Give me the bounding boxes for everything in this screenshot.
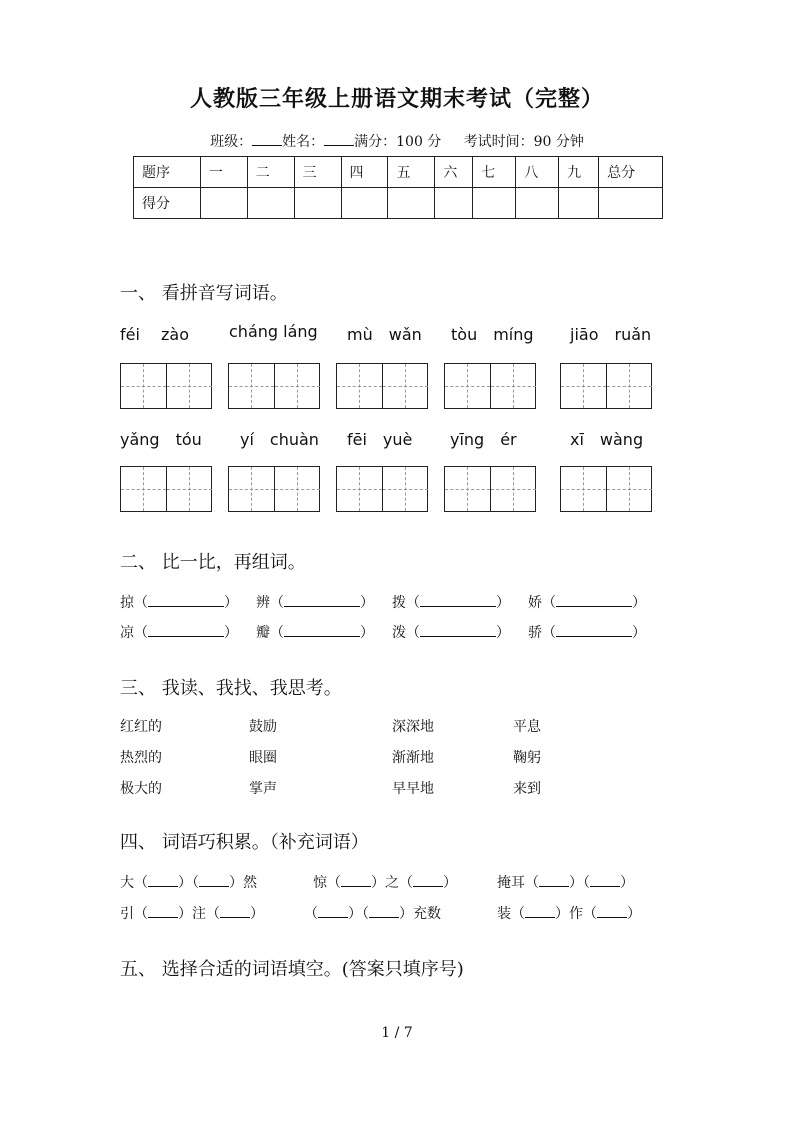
score-input-cell[interactable] <box>599 188 663 219</box>
pinyin-label: xī wàng <box>570 430 644 449</box>
score-header-cell: 题序 <box>134 157 201 188</box>
class-label: 班级： <box>210 134 253 150</box>
idiom-text: 大（ <box>120 875 148 891</box>
score-input-cell[interactable] <box>388 188 435 219</box>
score-header-cell: 二 <box>247 157 294 188</box>
word-item: 渐渐地 <box>392 750 434 766</box>
word-item: 早早地 <box>392 781 434 797</box>
pinyin-label: mù wǎn <box>347 325 422 344</box>
name-blank[interactable] <box>324 133 354 146</box>
score-table-header-row <box>134 157 663 188</box>
idiom-blank[interactable] <box>148 874 178 887</box>
idiom-blank[interactable] <box>220 905 250 918</box>
score-input-cell[interactable] <box>200 188 247 219</box>
score-header-cell: 一 <box>200 157 247 188</box>
word-item: 来到 <box>513 781 541 797</box>
score-table-score-row <box>134 188 663 219</box>
idiom-blank[interactable] <box>148 905 178 918</box>
writing-grid[interactable] <box>444 363 536 409</box>
word-item: 鼓励 <box>249 719 277 735</box>
idiom-blank[interactable] <box>318 905 348 918</box>
idiom-text: 掩耳（ <box>497 875 539 891</box>
writing-grid[interactable] <box>560 466 652 512</box>
pinyin-label: féi zào <box>120 325 190 344</box>
word-item: 眼圈 <box>249 750 277 766</box>
score-input-cell[interactable] <box>294 188 341 219</box>
section5-heading: 五、 选择合适的词语填空。(答案只填序号) <box>120 959 464 980</box>
idiom-item <box>497 903 641 923</box>
pinyin-label: cháng láng <box>229 322 318 341</box>
pinyin-label: tòu míng <box>451 325 534 344</box>
word-item: 深深地 <box>392 719 434 735</box>
score-input-cell[interactable] <box>247 188 294 219</box>
exam-info <box>0 131 794 151</box>
section2-heading: 二、 比一比，再组词。 <box>120 552 306 573</box>
answer-blank[interactable] <box>284 594 360 607</box>
compare-item: 凉（ ） <box>120 625 238 641</box>
writing-grid[interactable] <box>120 363 212 409</box>
score-input-cell[interactable] <box>341 188 388 219</box>
writing-grid[interactable] <box>228 363 320 409</box>
score-input-cell[interactable] <box>516 188 559 219</box>
idiom-text: 装（ <box>497 906 525 922</box>
word-item: 掌声 <box>249 781 277 797</box>
score-input-cell[interactable] <box>473 188 516 219</box>
word-item: 红红的 <box>120 719 162 735</box>
idiom-blank[interactable] <box>369 905 399 918</box>
word-item: 极大的 <box>120 781 162 797</box>
compare-char: 凉 <box>120 625 134 641</box>
pinyin-label: jiāo ruǎn <box>570 325 652 344</box>
answer-blank[interactable] <box>284 624 360 637</box>
section3-heading: 三、 我读、我找、我思考。 <box>120 678 342 699</box>
idiom-blank[interactable] <box>590 874 620 887</box>
idiom-item <box>120 903 264 923</box>
compare-char: 瓣 <box>256 625 270 641</box>
writing-grid[interactable] <box>120 466 212 512</box>
idiom-text: 惊（ <box>313 875 341 891</box>
word-item: 平息 <box>513 719 541 735</box>
idiom-text: ） <box>250 906 264 922</box>
section1-heading: 一、 看拼音写词语。 <box>120 283 288 304</box>
compare-item: 骄（ ） <box>528 625 646 641</box>
idiom-text: ） <box>443 875 457 891</box>
idiom-item <box>120 872 257 892</box>
answer-blank[interactable] <box>556 594 632 607</box>
score-header-cell: 五 <box>388 157 435 188</box>
pinyin-label: yí chuàn <box>240 430 319 449</box>
idiom-item <box>313 872 457 892</box>
idiom-text: （ <box>304 906 318 922</box>
idiom-item <box>304 903 441 923</box>
score-header-cell: 八 <box>516 157 559 188</box>
idiom-text: ） <box>620 875 634 891</box>
score-input-cell[interactable] <box>435 188 473 219</box>
compare-char: 娇 <box>528 595 542 611</box>
writing-grid[interactable] <box>336 363 428 409</box>
pinyin-label: yīng ér <box>450 430 517 449</box>
score-header-cell: 七 <box>473 157 516 188</box>
compare-char: 泼 <box>392 625 406 641</box>
full-score: 满分：100 分 <box>354 134 442 150</box>
pinyin-label: fēi yuè <box>347 430 413 449</box>
compare-char: 骄 <box>528 625 542 641</box>
score-row-label: 得分 <box>134 188 201 219</box>
score-header-cell: 六 <box>435 157 473 188</box>
idiom-blank[interactable] <box>597 905 627 918</box>
compare-char: 拨 <box>392 595 406 611</box>
score-header-cell: 九 <box>559 157 599 188</box>
score-input-cell[interactable] <box>559 188 599 219</box>
idiom-blank[interactable] <box>341 874 371 887</box>
idiom-text: ）（ <box>569 875 590 891</box>
idiom-text: ）充数 <box>399 906 441 922</box>
idiom-text: ）（ <box>178 875 199 891</box>
score-header-cell: 总分 <box>599 157 663 188</box>
name-label: 姓名： <box>282 134 325 150</box>
word-item: 热烈的 <box>120 750 162 766</box>
idiom-text: ）作（ <box>555 906 597 922</box>
word-item: 鞠躬 <box>513 750 541 766</box>
writing-grid[interactable] <box>228 466 320 512</box>
score-header-cell: 三 <box>294 157 341 188</box>
pinyin-label: yǎng tóu <box>120 430 202 449</box>
idiom-text: ）之（ <box>371 875 413 891</box>
idiom-blank[interactable] <box>199 874 229 887</box>
compare-item: 拨（ ） <box>392 595 510 611</box>
score-table <box>133 156 663 219</box>
answer-blank[interactable] <box>420 594 496 607</box>
answer-blank[interactable] <box>420 624 496 637</box>
compare-char: 辨 <box>256 595 270 611</box>
score-header-cell: 四 <box>341 157 388 188</box>
compare-char: 掠 <box>120 595 134 611</box>
compare-item: 泼（ ） <box>392 625 510 641</box>
compare-item: 辨（ ） <box>256 595 374 611</box>
idiom-text: 引（ <box>120 906 148 922</box>
writing-grid[interactable] <box>560 363 652 409</box>
section4-heading: 四、 词语巧积累。（补充词语） <box>120 832 369 853</box>
compare-item: 瓣（ ） <box>256 625 374 641</box>
idiom-text: ）注（ <box>178 906 220 922</box>
answer-blank[interactable] <box>148 624 224 637</box>
answer-blank[interactable] <box>556 624 632 637</box>
page-number: 1 / 7 <box>381 1025 413 1041</box>
exam-time: 考试时间：90 分钟 <box>463 134 584 150</box>
writing-grid[interactable] <box>444 466 536 512</box>
compare-item: 掠（ ） <box>120 595 238 611</box>
writing-grid[interactable] <box>336 466 428 512</box>
idiom-text: ） <box>627 906 641 922</box>
idiom-blank[interactable] <box>539 874 569 887</box>
idiom-item <box>497 872 634 892</box>
idiom-text: ）然 <box>229 875 257 891</box>
class-blank[interactable] <box>252 133 282 146</box>
page-title: 人教版三年级上册语文期末考试（完整） <box>189 86 604 112</box>
idiom-text: ）（ <box>348 906 369 922</box>
idiom-blank[interactable] <box>525 905 555 918</box>
compare-item: 娇（ ） <box>528 595 646 611</box>
answer-blank[interactable] <box>148 594 224 607</box>
idiom-blank[interactable] <box>413 874 443 887</box>
